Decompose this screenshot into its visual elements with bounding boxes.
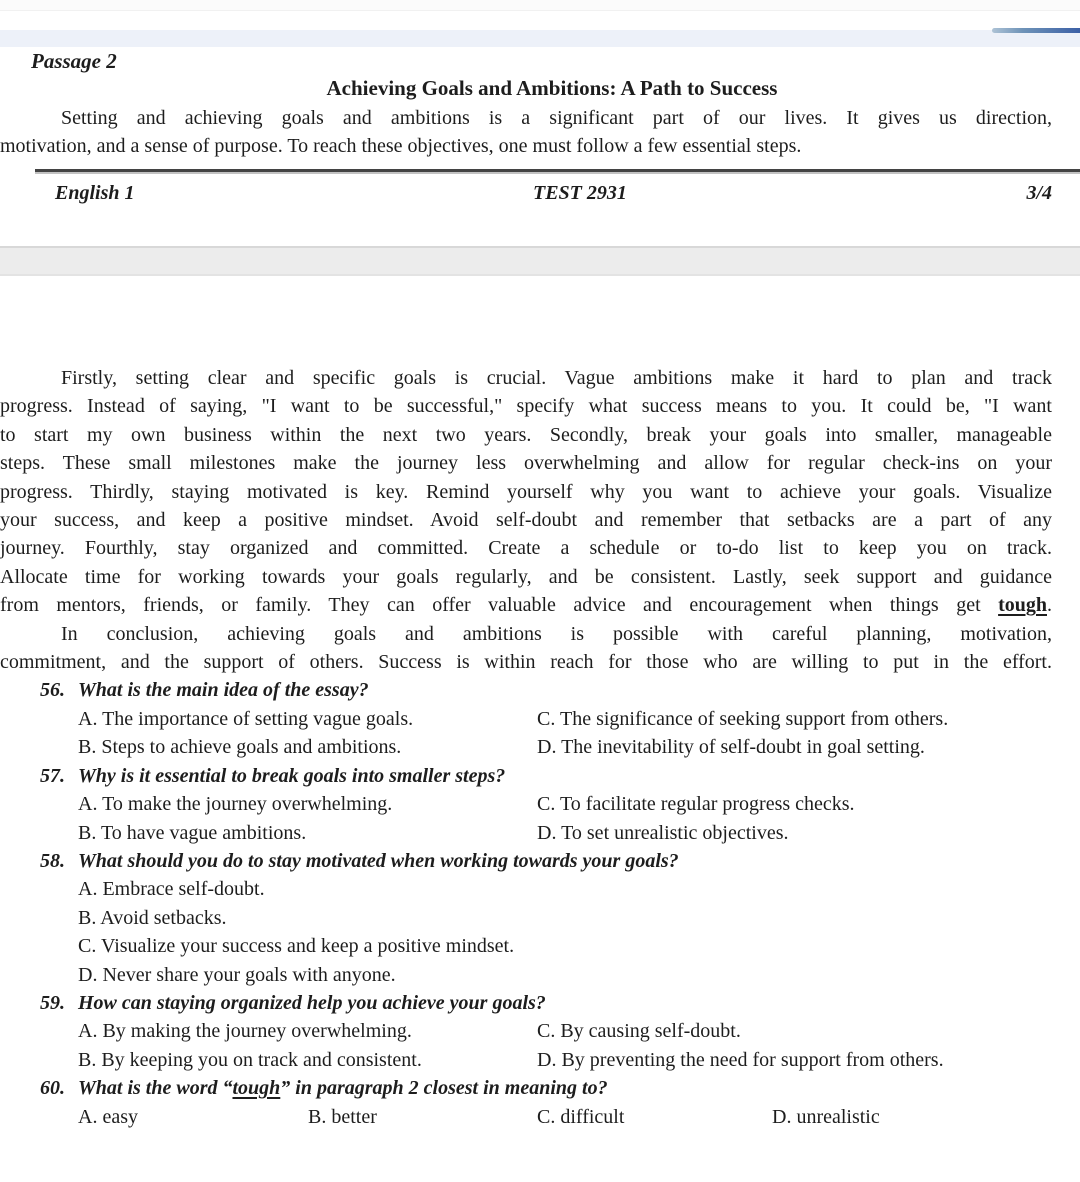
option-57-d: D. To set unrealistic objectives. <box>537 821 789 844</box>
question-58 <box>0 847 1052 875</box>
option-56-a: A. The importance of setting vague goals. <box>78 707 414 730</box>
question-text <box>78 1077 608 1099</box>
question-number: 59. <box>40 991 65 1014</box>
option-59-a: A. By making the journey overwhelming. <box>78 1020 412 1043</box>
question-text: Why is it essential to break goals into smaller steps? <box>78 764 506 787</box>
question-56 <box>0 676 1052 704</box>
option-58-a: A. Embrace self-doubt. <box>78 878 265 901</box>
footer-test-id: TEST 2931 <box>533 182 627 204</box>
question-57 <box>0 762 1052 790</box>
question-text-post: ” in paragraph 2 closest in meaning to? <box>280 1077 608 1100</box>
vocab-word-tough: tough <box>232 1077 281 1100</box>
intro-paragraph <box>0 104 1052 161</box>
footer-page-number: 3/4 <box>1026 182 1052 204</box>
option-57-a: A. To make the journey overwhelming. <box>78 793 393 816</box>
option-59-d: D. By preventing the need for support from others. <box>537 1048 944 1071</box>
question-60 <box>0 1074 1052 1102</box>
option-57-b: B. To have vague ambitions. <box>78 821 307 844</box>
passage-line: Firstly, setting clear and specific goals is crucial. Vague ambitions make it hard to plan and track <box>61 367 1052 389</box>
options-row <box>0 705 1052 733</box>
option-60-a: A. easy <box>78 1105 138 1128</box>
option-60-d: D. unrealistic <box>772 1105 880 1128</box>
question-text-pre: What is the word “ <box>78 1077 233 1100</box>
option-56-b: B. Steps to achieve goals and ambitions. <box>78 736 402 759</box>
passage-line-text: . <box>1047 594 1052 617</box>
option-59-b: B. By keeping you on track and consistent. <box>78 1048 422 1071</box>
intro-line: motivation, and a sense of purpose. To reach these objectives, one must follow a few essential steps. <box>0 135 802 158</box>
passage-line: progress. Thirdly, staying motivated is key. Remind yourself why you want to achieve your goals. Visualize <box>0 480 1052 503</box>
page-break-band <box>0 30 1080 47</box>
options-row <box>0 1046 1052 1074</box>
passage-line: journey. Fourthly, stay organized and committed. Create a schedule or to-do list to keep you on track. <box>0 537 1052 560</box>
passage-line: steps. These small milestones make the journey less overwhelming and allow for regular check-ins on your <box>0 452 1052 475</box>
passage-label: Passage 2 <box>31 49 117 73</box>
top-edge-strip <box>0 0 1080 11</box>
question-text: What is the main idea of the essay? <box>78 679 369 702</box>
option-56-d: D. The inevitability of self-doubt in goal setting. <box>537 736 925 759</box>
options-row <box>0 790 1052 818</box>
blue-accent-line <box>992 28 1080 33</box>
passage-line: commitment, and the support of others. Success is within reach for those who are willing to put in the effort. <box>0 651 1052 674</box>
options-row <box>0 819 1052 847</box>
question-number: 58. <box>40 849 65 872</box>
passage-line: In conclusion, achieving goals and ambitions is possible with careful planning, motivation, <box>61 622 1052 645</box>
passage-line: progress. Instead of saying, "I want to be successful," specify what success means to you. It could be, "I want <box>0 395 1052 418</box>
options-row <box>0 1017 1052 1045</box>
option-59-c: C. By causing self-doubt. <box>537 1020 741 1043</box>
passage-line: Allocate time for working towards your goals regularly, and be consistent. Lastly, seek support and guidance <box>0 565 1052 588</box>
option-56-c: C. The significance of seeking support from others. <box>537 707 949 730</box>
question-number: 60. <box>40 1077 65 1100</box>
passage-line <box>0 591 1052 619</box>
page-separator-band <box>0 246 1080 276</box>
option-58-d: D. Never share your goals with anyone. <box>78 963 396 986</box>
passage-body <box>0 364 1052 1131</box>
option-58-b: B. Avoid setbacks. <box>78 906 227 929</box>
question-text: How can staying organized help you achieve your goals? <box>78 991 546 1014</box>
vocab-word-tough: tough <box>998 594 1047 617</box>
options-row <box>0 1103 1052 1131</box>
footer-course: English 1 <box>55 182 135 204</box>
option-60-b: B. better <box>308 1105 377 1128</box>
question-59 <box>0 989 1052 1017</box>
option-57-c: C. To facilitate regular progress checks. <box>537 793 855 816</box>
option-58-c: C. Visualize your success and keep a positive mindset. <box>78 935 515 958</box>
passage-line: your success, and keep a positive mindset. Avoid self-doubt and remember that setbacks are a part of any <box>0 509 1052 532</box>
passage-title: Achieving Goals and Ambitions: A Path to Success <box>326 76 778 100</box>
question-text: What should you do to stay motivated when working towards your goals? <box>78 849 679 872</box>
options-row <box>0 733 1052 761</box>
option-60-c: C. difficult <box>537 1105 625 1128</box>
footer-rule <box>35 169 1080 172</box>
question-number: 57. <box>40 764 65 787</box>
question-number: 56. <box>40 679 65 702</box>
passage-line-text: from mentors, friends, or family. They can offer valuable advice and encouragement when things get <box>0 594 999 617</box>
passage-line: to start my own business within the next two years. Secondly, break your goals into smaller, manageable <box>0 423 1052 446</box>
intro-line: Setting and achieving goals and ambitions is a significant part of our lives. It gives us direction, <box>61 107 1052 129</box>
